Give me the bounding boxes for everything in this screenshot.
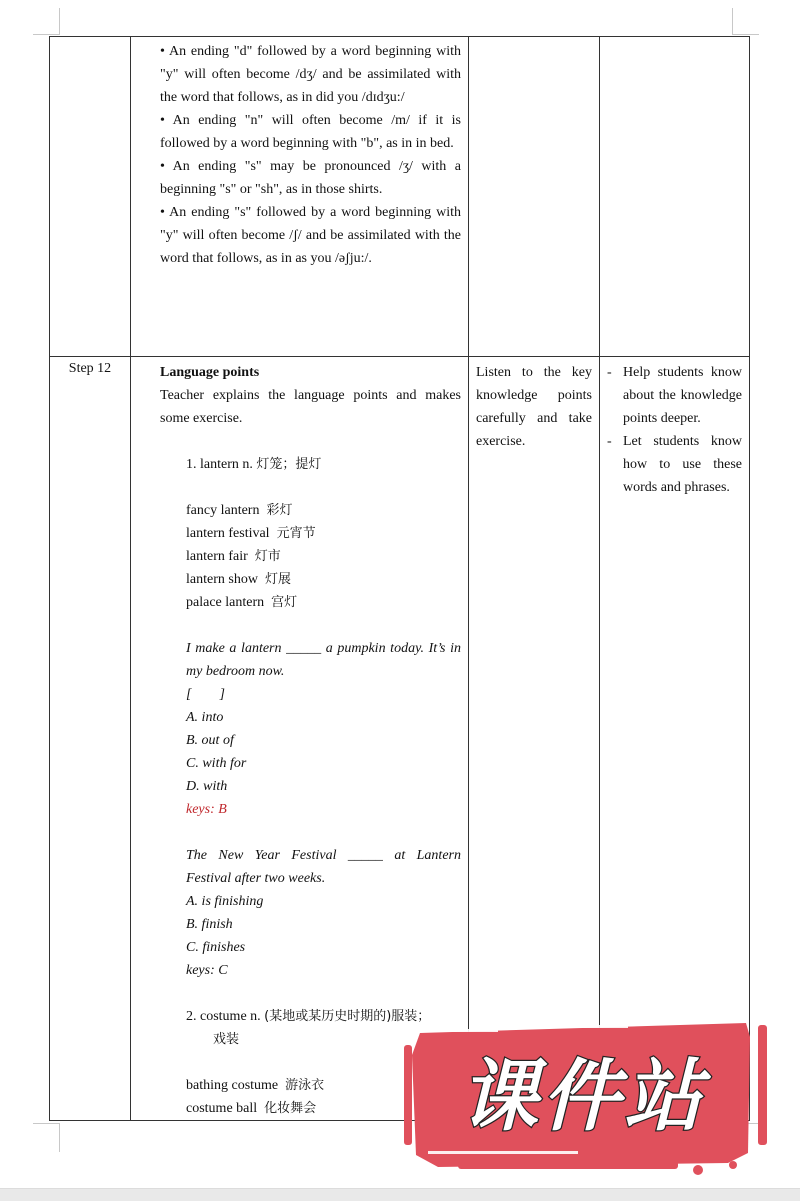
page-corner-mark: [33, 1123, 60, 1152]
exercise-option: D. with: [186, 779, 228, 794]
phrase-item: lantern fair 灯市: [186, 549, 281, 564]
page-corner-mark: [732, 8, 759, 35]
vocab-item-title: [160, 453, 461, 476]
student-activity-cell: [469, 357, 600, 1121]
exercise-option: A. is finishing: [186, 894, 264, 909]
step-cell: [50, 37, 131, 357]
student-activity-text: Listen to the key knowledge points carefully and take exercise.: [476, 365, 592, 449]
exercise-question: The New Year Festival _____ at Lantern Festival after two weeks.: [186, 848, 461, 886]
dash-bullet: -: [607, 434, 612, 449]
vocab-meaning-cont: 戏装: [213, 1032, 240, 1047]
assimilation-rule: • An ending "s" may be pronounced /ʒ/ with a beginning "s" or "sh", as in those shirts.: [160, 159, 461, 197]
procedure-cell: [131, 37, 469, 357]
assimilation-rule: • An ending "s" followed by a word beginning with "y" will often become /ʃ/ and be assimilated with the word that follows, as in as you /əʃju:/.: [160, 205, 461, 266]
phrase-item: costume ball 化妆舞会: [186, 1101, 317, 1116]
phrase-list: [160, 499, 461, 614]
vocab-meaning: 灯笼；提灯: [256, 457, 322, 472]
exercise-question: I make a lantern _____ a pumpkin today. It’s in my bedroom now.: [186, 641, 461, 679]
phrase-item: lantern show 灯展: [186, 572, 291, 587]
table-row: [50, 37, 750, 357]
purpose-item: - Let students know how to use these words and phrases.: [607, 430, 742, 499]
exercise-option: C. with for: [186, 756, 247, 771]
exercise-option: A. into: [186, 710, 224, 725]
purpose-cell: [600, 357, 750, 1121]
answer-bracket: [ ]: [186, 687, 225, 702]
purpose-cell: [600, 37, 750, 357]
intro-text: Teacher explains the language points and makes some exercise.: [160, 388, 461, 426]
exercise-1: [160, 637, 461, 821]
answer-key: keys: B: [186, 802, 227, 817]
watermark-text: 课件站: [459, 1052, 707, 1142]
vocab-meaning: (某地或某历史时期的)服装；: [264, 1009, 431, 1024]
vocab-word: 2. costume n.: [186, 1009, 261, 1024]
purpose-item: - Help students know about the knowledge points deeper.: [607, 361, 742, 430]
exercise-2: [160, 844, 461, 982]
table-row: [50, 357, 750, 1121]
phrase-item: palace lantern 宫灯: [186, 595, 298, 610]
assimilation-rule: • An ending "n" will often become /m/ if it is followed by a word beginning with "b", as in in bed.: [160, 113, 461, 151]
dash-bullet: -: [607, 365, 612, 380]
step-cell: Step 12: [50, 357, 131, 1121]
phrase-item: fancy lantern 彩灯: [186, 503, 293, 518]
page-corner-mark: [33, 8, 60, 35]
section-heading: Language points: [160, 365, 260, 380]
watermark-stamp: [398, 1015, 768, 1175]
exercise-option: C. finishes: [186, 940, 246, 955]
student-activity-cell: [469, 37, 600, 357]
exercise-option: B. out of: [186, 733, 234, 748]
phrase-item: lantern festival 元宵节: [186, 526, 316, 541]
assimilation-rule: • An ending "d" followed by a word beginning with "y" will often become /dʒ/ and be assimilated with the word that follows, as in did you /dɪdʒu:/: [160, 44, 461, 105]
viewer-bottom-bar: [0, 1188, 800, 1201]
lesson-plan-table: [49, 36, 750, 1121]
procedure-cell: [131, 357, 469, 1121]
exercise-option: B. finish: [186, 917, 233, 932]
phrase-item: bathing costume 游泳衣: [186, 1078, 325, 1093]
vocab-word: 1. lantern n.: [186, 457, 253, 472]
answer-key: keys: C: [186, 963, 228, 978]
